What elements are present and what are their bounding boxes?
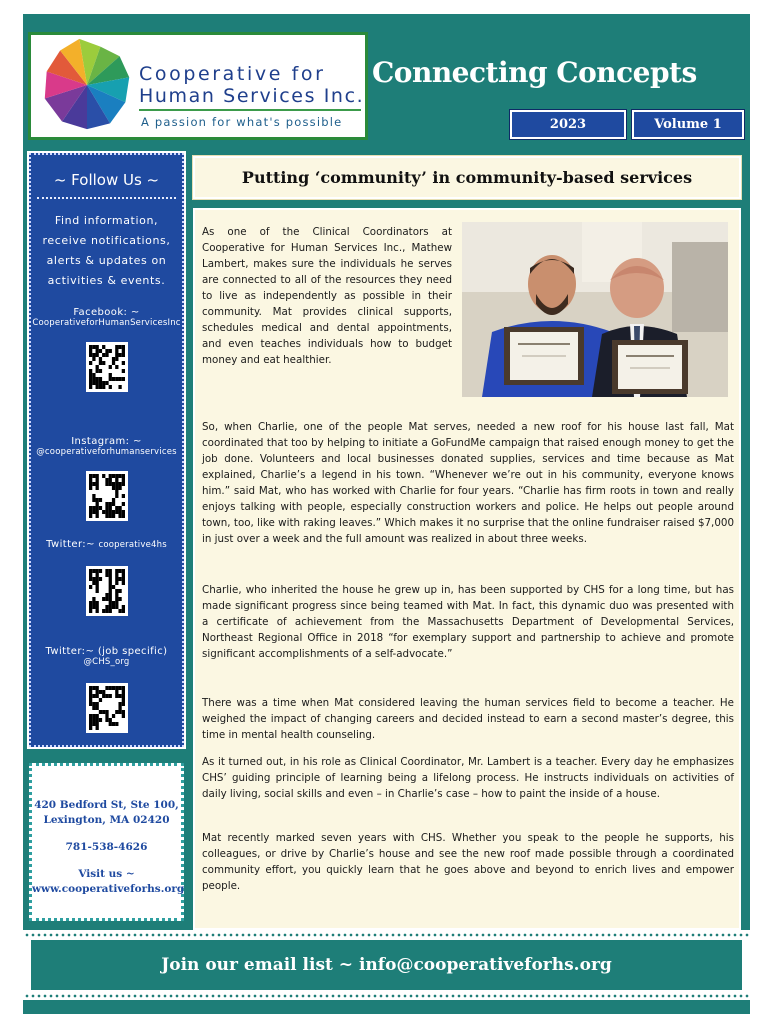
twitter-qr-code[interactable] xyxy=(86,566,128,616)
sidebar-divider xyxy=(37,197,176,199)
address-line2: Lexington, MA 02420 xyxy=(43,814,170,826)
pinwheel-logo-icon xyxy=(39,37,135,133)
logo-name-line1: Cooperative for xyxy=(139,63,326,85)
footer-dotted-border xyxy=(24,932,750,938)
phone-number[interactable]: 781-538-4626 xyxy=(65,841,148,853)
qr-code-icon xyxy=(89,474,125,518)
twitter-jobs-label: Twitter:~ (job specific) xyxy=(45,646,168,657)
website-link[interactable]: www.cooperativeforhs.org xyxy=(32,883,185,895)
email-signup-banner[interactable]: Join our email list ~ info@cooperativeforhs.org xyxy=(31,940,742,990)
instagram-qr-code[interactable] xyxy=(86,471,128,521)
sidebar-info-line: activities & events. xyxy=(47,274,166,287)
contact-box xyxy=(29,763,184,921)
photo-two-men-certificates-image xyxy=(462,222,728,397)
facebook-qr-code[interactable] xyxy=(86,342,128,392)
twitter-jobs-qr-code[interactable] xyxy=(86,683,128,733)
qr-code-icon xyxy=(89,345,125,389)
facebook-handle[interactable]: CooperativeforHumanServicesInc xyxy=(32,318,181,328)
twitter-label: Twitter:~ xyxy=(46,539,95,550)
address-line1: 420 Bedford St, Ste 100, xyxy=(34,799,179,811)
qr-code-icon xyxy=(89,686,125,730)
article-paragraph: Charlie, who inherited the house he grew up in, has been supported by CHS for a long time, but has made significant progress since being teamed with Mat. In fact, this dynamic duo was presented with a certificate of achievement from the Massachusetts Department of Developmental Services, Northeast Regional Office in 2018 “for exemplary support and partnership to achieve and promote significant accomplishments of a self-advocate.” xyxy=(202,584,734,660)
instagram-handle[interactable]: @cooperativeforhumanservices xyxy=(36,447,177,457)
article-paragraph: As one of the Clinical Coordinators at Cooperative for Human Services Inc., Mathew Lambert, makes sure the individuals he serves are connected to all of the resources they need to live as independently as possible in their community. Mat provides clinical supports, schedules medical and dental appointments, and even teaches individuals how to budget money and eat healthier. xyxy=(202,226,452,366)
article-paragraph: There was a time when Mat considered leaving the human services field to become a teacher. He weighed the impact of changing careers and decided instead to earn a second master’s degree, this time in mental health counseling. xyxy=(202,697,734,741)
sidebar-info-line: receive notifications, xyxy=(42,234,171,247)
logo xyxy=(28,32,368,140)
visit-label: Visit us ~ xyxy=(78,868,135,880)
article-body xyxy=(193,208,741,930)
sidebar-title: ~ Follow Us ~ xyxy=(53,171,160,189)
facebook-label: Facebook: ~ xyxy=(73,307,140,318)
article-headline: Putting ‘community’ in community-based services xyxy=(193,156,741,199)
article-paragraph: Mat recently marked seven years with CHS. Whether you speak to the people he supports, his colleagues, or drive by Charlie’s house and see the new roof made possible through a coordinated community effort, you quickly learn that he goes above and beyond to enrich lives and empower people. xyxy=(202,832,734,892)
follow-us-sidebar xyxy=(29,153,184,747)
logo-name-line2: Human Services Inc. xyxy=(139,85,365,107)
sidebar-info-line: alerts & updates on xyxy=(46,254,167,267)
twitter-handle[interactable]: cooperative4hs xyxy=(98,540,167,550)
article-paragraph: So, when Charlie, one of the people Mat serves, needed a new roof for his house last fall, Mat coordinated that too by helping to initiate a GoFundMe campaign that raised enough money to get the job done. Volunteers and local businesses donated supplies, services and time because as Mat explained, Charlie’s a legend in his town. “Whenever we’re out in his community, everyone knows him.” said Mat, who has worked with Charlie for four years. “Charlie has firm roots in town and really enjoys talking with people, especially construction workers and police. He helps out people around town, too, like with raking leaves.” Which makes it no surprise that the online fundraiser raised $7,000 in just over a week and the full amount was realized in about three weeks. xyxy=(202,421,734,545)
article-paragraph: As it turned out, in his role as Clinical Coordinator, Mr. Lambert is a teacher. Every day he emphasizes CHS’ guiding principle of learning being a lifelong process. He instructs individuals on activities of daily living, social skills and even – in Charlie’s case – how to paint the inside of a house. xyxy=(202,756,734,800)
article-photo xyxy=(462,222,728,397)
qr-code-icon xyxy=(89,569,125,613)
sidebar-info-line: Find information, xyxy=(54,214,159,227)
logo-tagline: A passion for what's possible xyxy=(141,115,343,129)
instagram-label: Instagram: ~ xyxy=(71,436,142,447)
sidebar-info xyxy=(31,211,182,291)
logo-rule xyxy=(139,109,361,111)
twitter-row xyxy=(31,539,182,550)
twitter-jobs-handle[interactable]: @CHS_org xyxy=(83,657,130,667)
footer-dotted-border xyxy=(24,993,750,999)
volume-badge: Volume 1 xyxy=(632,110,744,139)
newsletter-title: Connecting Concepts xyxy=(372,56,697,89)
year-badge: 2023 xyxy=(510,110,626,139)
